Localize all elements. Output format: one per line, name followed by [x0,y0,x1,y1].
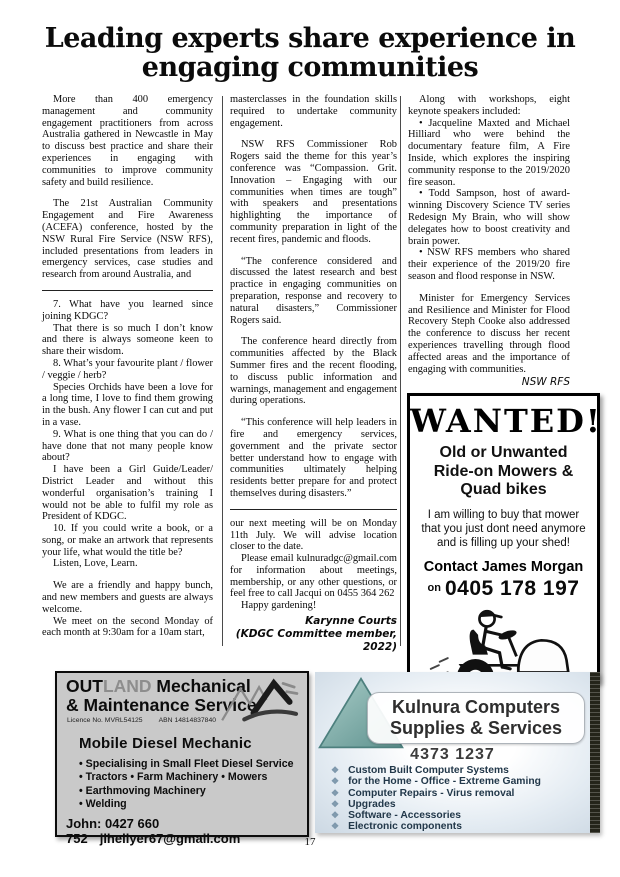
kulnura-service-list [331,765,541,833]
section-divider [42,290,213,291]
outland-ad [55,671,309,846]
outland-name-land: LAND [102,676,152,696]
diamond-bullet-icon: ❖ [331,787,340,798]
article-paragraph: We are a friendly and happy bunch, and new members and guests are always welcome. [42,580,213,615]
wanted-ad-subtitle: Old or Unwanted Ride-on Mowers & Quad bikes [433,444,574,498]
wanted-ad-phone-line [410,577,597,601]
article-paragraph: NSW RFS Commissioner Rob Rogers said the theme for this year’s conference was “Compassion. Grit. Innovation – Engaging with our communities when times are tough” with speakers and presentations highlighting the importance of community preparation in light of the recent fires, pandemic and floods. [230,139,397,245]
outland-name-out: OUT [66,676,103,696]
service-item: • Welding [79,798,127,811]
service-item: ❖ Software - Accessories [331,810,462,822]
article-byline: NSW RFS [521,376,570,389]
column-divider-2 [400,96,401,646]
outland-name-line2: & Maintenance Service [66,695,257,715]
outland-name-mechanical: Mechanical [151,676,251,696]
wanted-ad-title: WANTED! [410,402,602,440]
qa-item: That there is so much I don’t know and there is always someone keen to share their wisdom. [42,322,213,358]
service-item: ❖ Computer Repairs - Virus removal [331,787,515,799]
qa-item: 7. What have you learned since joining KDGC? [42,298,213,322]
article-paragraph: The 21st Australian Community Engagement and Fire Awareness (ACEFA) conference, hosted by the NSW Rural Fire Service (NSW RFS), included presentations from leaders in emergency services, case studies and research from around Australia, and [42,198,213,281]
diamond-bullet-icon: ❖ [331,798,340,809]
wanted-ad-body: I am willing to buy that mower that you just dont need anymore and is filling up your shed! [421,508,586,549]
column-1 [42,94,213,639]
outland-service-list [79,758,294,812]
speaker-bullet: • Jacqueline Maxted and Michael Hilliard who were behind the documentary feature film, A Fire Inside, which explores the inspiring community response to the 2019/2020 fire season. [408,117,570,188]
author-name: Karynne Courts [305,615,397,628]
qa-item: Species Orchids have been a love for a long time, I love to find them growing in the bush. Any flower I can cut and put in a vase. [42,381,213,428]
outland-phone: John: 0427 660 752 [66,816,160,846]
author-role: (KDGC Committee member, 2022) [235,628,397,654]
article-paragraph: We meet on the second Monday of each month at 9:30am for a 10am start, [42,615,213,639]
wanted-ad-phone-number: 0405 178 197 [444,576,580,600]
article-paragraph: More than 400 emergency management and community engagement practitioners from across Australia gathered in Newcastle in May to discuss best practice and share their experiences in engaging with communities to improve community safety and build resilience. [42,94,213,188]
service-item: • Specialising in Small Fleet Diesel Service [79,758,294,770]
service-item: • Earthmoving Machinery [79,784,206,797]
author-credit [230,615,397,654]
kulnura-ad [315,672,600,833]
outland-licence-line [67,717,232,724]
diamond-bullet-icon: ❖ [331,765,340,775]
article-headline: Leading experts share experience in engaging communities [44,23,576,83]
service-item: ❖ for the Home - Office - Extreme Gaming [331,776,541,788]
article-paragraph: The conference heard directly from communities affected by the Black Summer fires and the recent flooding, to discuss public information and warnings, management and engagement during operations. [230,336,397,407]
speaker-bullet: • NSW RFS members who shared their experience of the 2019/20 fire season and flood response in NSW. [408,247,570,282]
dark-edge-decoration [590,672,600,833]
licence-number: Licence No. MVRL54125 [67,717,143,724]
page-number: 17 [304,836,316,848]
mountain-logo-icon [218,676,302,729]
wanted-ad-contact: Contact James Morgan [423,558,584,575]
column-divider-1 [222,96,223,646]
qa-item: 10. If you could write a book, or a song, or make an artwork that represents your life, what would the title be? [42,523,213,558]
column-3 [408,94,570,389]
diamond-bullet-icon: ❖ [331,821,340,832]
service-item: ❖ Custom Built Computer Systems [331,765,509,776]
service-item: • Tractors • Farm Machinery • Mowers [79,771,268,784]
article-paragraph: “This conference will help leaders in fire and emergency services, government and the private sector better understand how to engage with communities ultimately helping residents better prepare for and protect themselves during disasters.” [230,417,397,499]
article-paragraph: Please email kulnuradgc@gmail.com for information about meetings, membership, or any other questions, or feel free to call Jacqui on 0455 364 262 [230,553,397,600]
service-item: ❖ Electronic components [331,821,462,833]
article-paragraph: Happy gardening! [241,600,317,612]
abn-number: ABN 14814837840 [158,717,217,724]
column-2 [230,94,397,654]
speaker-bullet: • Todd Sampson, host of award-winning Discovery Science TV series Redesign My Brain, who will show delegates how to boost creativity and brain power. [408,188,570,247]
diamond-bullet-icon: ❖ [331,776,340,787]
article-paragraph: masterclasses in the foundation skills required to undertake community engagement. [230,94,397,129]
article-paragraph: Along with workshops, eight keynote speakers included: [408,94,570,117]
kulnura-ad-name: Kulnura Computers Supplies & Services [367,692,585,744]
kdgc-qa-block [42,299,213,570]
kulnura-ad-phone: 4373 1237 [410,746,495,763]
service-item: ❖ Upgrades [331,798,396,810]
qa-item: I have been a Girl Guide/Leader/ District Leader and without this wonderful organisation’s training I would not be able to fulfil my role as President of KDGC. [42,464,213,523]
diamond-bullet-icon: ❖ [331,810,340,821]
qa-item: 9. What is one thing that you can do / have done that not many people know about? [42,428,213,464]
phone-prefix: on [427,581,441,594]
outland-ad-heading: Mobile Diesel Mechanic [79,735,252,752]
section-divider [230,509,397,510]
article-paragraph: Minister for Emergency Services and Resilience and Minister for Flood Recovery Steph Cooke also addressed the conference to discuss her recent experiences travelling through flood affected areas and the importance of engaging with communities. [408,292,570,375]
article-paragraph: “The conference considered and discussed the latest research and best practice in engaging communities on preparation, response and recovery to natural disasters,” Commissioner Rogers said. [230,255,397,326]
qa-item: Listen, Love, Learn. [53,558,138,570]
article-paragraph: our next meeting will be on Monday 11th July. We will advise location closer to the date. [230,517,397,553]
outland-email: jlhellyer67@gmail.com [99,831,241,846]
wanted-ad [407,393,600,683]
qa-item: 8. What’s your favourite plant / flower / veggie / herb? [42,357,213,381]
